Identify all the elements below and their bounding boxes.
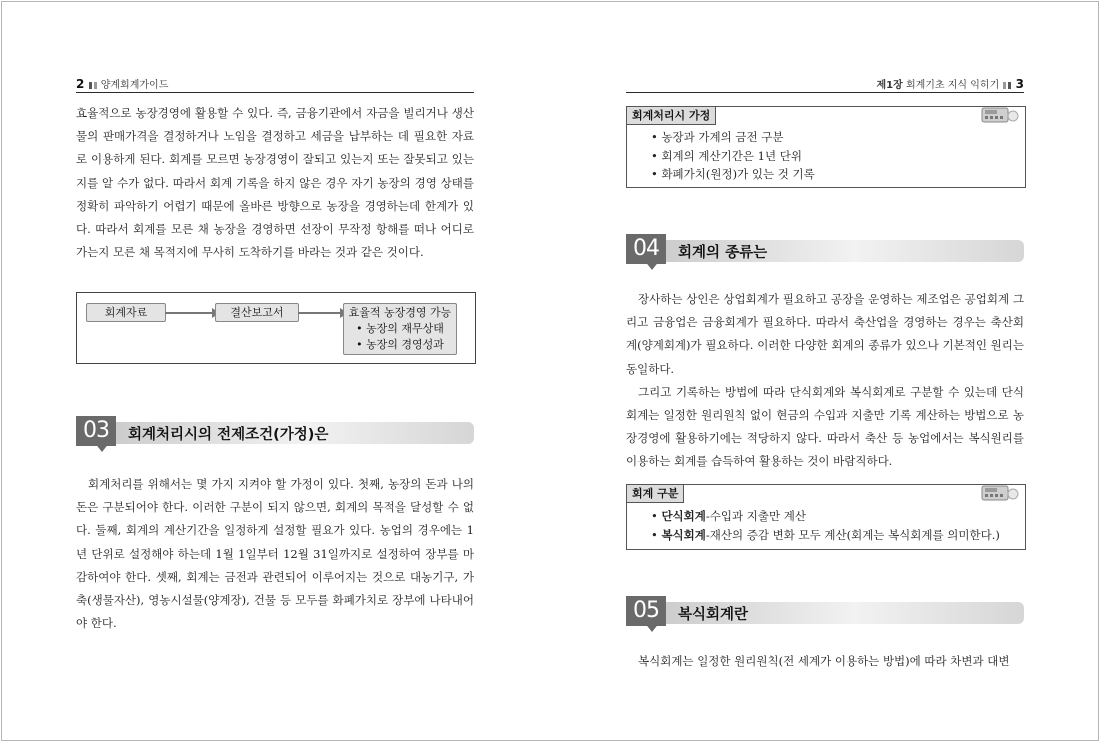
list-item: • 화폐가치(원정)가 있는 것 기록 <box>651 165 815 184</box>
calculator-icon <box>980 104 1020 124</box>
list-item: • 회계의 계산기간은 1년 단위 <box>651 147 815 166</box>
flow-box-item: • 농장의 경영성과 <box>356 338 444 351</box>
heading-notch <box>644 622 660 632</box>
assumptions-text: 회계처리를 위해서는 몇 가지 지켜야 할 가정이 있다. 첫째, 농장의 돈과 나의 돈은 구분되어야 한다. 이러한 구분이 되지 않으면, 회계의 목적을 달성할 수 없다. 둘째, 회계의 계산기간을 일정하게 설정할 필요가 있다. 농업의 경우에는 1년 단위로 설정해야 하는데 1월 1일부터 12월 31일까지로 설정하여 장부를 마감하여야 한다. 셋째, 회계는 금전과 관련되어 이루어지는 것으로 대농기구, 가축(생물자산), 영농시설물(양계장), 건물 등 모두를 화폐가치로 장부에 나타내어야 한다. <box>76 477 474 631</box>
flow-box-label: 회계자료 <box>104 306 148 319</box>
right-running-header <box>876 76 1024 91</box>
accounting-kinds-box <box>626 484 1026 550</box>
term-description: -수입과 지출만 계산 <box>705 509 806 523</box>
double-entry-paragraph <box>626 650 1024 673</box>
flow-box-label: 결산보고서 <box>230 306 284 319</box>
flow-arrow-icon <box>298 312 341 314</box>
section-number: 04 <box>626 234 666 264</box>
assumptions-paragraph <box>76 473 474 635</box>
section-heading-03 <box>76 416 474 446</box>
header-marker-icon <box>1008 82 1011 89</box>
heading-notch <box>644 260 660 270</box>
accounting-types-text: 장사하는 상인은 상업회계가 필요하고 공장을 운영하는 제조업은 공업회계 그리고 금융업은 금융회계가 필요하다. 따라서 축산업을 경영하는 경우는 축산회계(양계회계)가 필요하다. 이러한 다양한 회계의 종류가 있으나 기본적인 원리는 동일하다. <box>626 292 1024 376</box>
section-heading-04 <box>626 234 1024 264</box>
box-label: 회계 구분 <box>626 484 684 503</box>
right-page-number: 3 <box>1015 77 1024 91</box>
section-title: 복식회계란 <box>678 607 749 623</box>
header-marker-icon <box>94 82 97 89</box>
right-header-rule <box>626 92 1024 93</box>
flow-box-accounting-data <box>86 303 166 322</box>
list-item <box>651 526 1000 545</box>
book-title: 양계회계가이드 <box>100 80 169 91</box>
flow-box-item: • 농장의 재무상태 <box>356 322 444 335</box>
list-item <box>651 507 1000 526</box>
flow-box-settlement-report <box>215 303 299 322</box>
left-page-number: 2 <box>76 77 85 91</box>
accounting-types-text: 그리고 기록하는 방법에 따라 단식회계와 복식회계로 구분할 수 있는데 단식회계는 일정한 원리원칙 없이 현금의 수입과 지출만 기록 계산하는 방법으로 농장경영에 활용하기에는 적당하지 않다. 따라서 축산 등 농업에서는 복식원리를 이용하는 회계를 습득하여 활용하는 것이 바람직하다. <box>626 384 1024 469</box>
section-title: 회계처리시의 전제조건(가정)은 <box>128 427 329 443</box>
section-title: 회계의 종류는 <box>678 245 768 261</box>
term: 단식회계 <box>661 509 706 523</box>
term: 복식회계 <box>661 527 706 542</box>
intro-paragraph <box>76 102 474 264</box>
section-number: 03 <box>76 416 116 446</box>
left-running-header <box>76 76 168 91</box>
chapter-label: 제1장 <box>876 80 903 91</box>
heading-notch <box>94 442 110 452</box>
flow-arrow-icon <box>165 312 213 314</box>
intro-text: 효율적으로 농장경영에 활용할 수 있다. 즉, 금융기관에서 자금을 빌리거나 생산물의 판매가격을 결정하거나 노임을 결정하고 세금을 납부하는 데 필요한 자료로 이용하게 된다. 회계를 모르면 농장경영이 잘되고 있는지 또는 잘못되고 있는지를 알 수가 없다. 따라서 회계 기록을 하지 않은 경우 자기 농장의 경영 상태를 정확히 파악하기 어렵기 때문에 올바른 방향으로 농장을 경영하는데 한계가 있다. 따라서 회계를 모른 채 농장을 경영하면 선장이 무작정 항해를 떠나 어디로 가는지 모른 채 목적지에 무사히 도착하기를 바라는 것과 같은 것이다. <box>76 106 474 260</box>
box-label: 회계처리시 가정 <box>626 106 716 125</box>
section-heading-05 <box>626 596 1024 626</box>
term-description: -재산의 증감 변화 모두 계산(회계는 복식회계를 의미한다.) <box>705 527 1000 542</box>
flow-box-title: 효율적 농장경영 가능 <box>348 306 452 319</box>
assumptions-summary-box <box>626 106 1026 188</box>
left-header-rule <box>76 92 474 93</box>
list-item: • 농장과 가계의 금전 구분 <box>651 128 815 147</box>
accounting-types-paragraph <box>626 288 1024 474</box>
section-number: 05 <box>626 596 666 626</box>
header-marker-icon <box>1003 82 1006 89</box>
flow-box-efficient-management <box>343 303 457 355</box>
double-entry-text: 복식회계는 일정한 원리원칙(전 세계가 이용하는 방법)에 따라 차변과 대변 <box>638 654 1010 668</box>
calculator-icon <box>980 482 1020 502</box>
accounting-flow-diagram <box>76 292 476 364</box>
header-marker-icon <box>89 82 92 89</box>
chapter-subtitle: 회계기초 지식 익히기 <box>905 80 1000 91</box>
